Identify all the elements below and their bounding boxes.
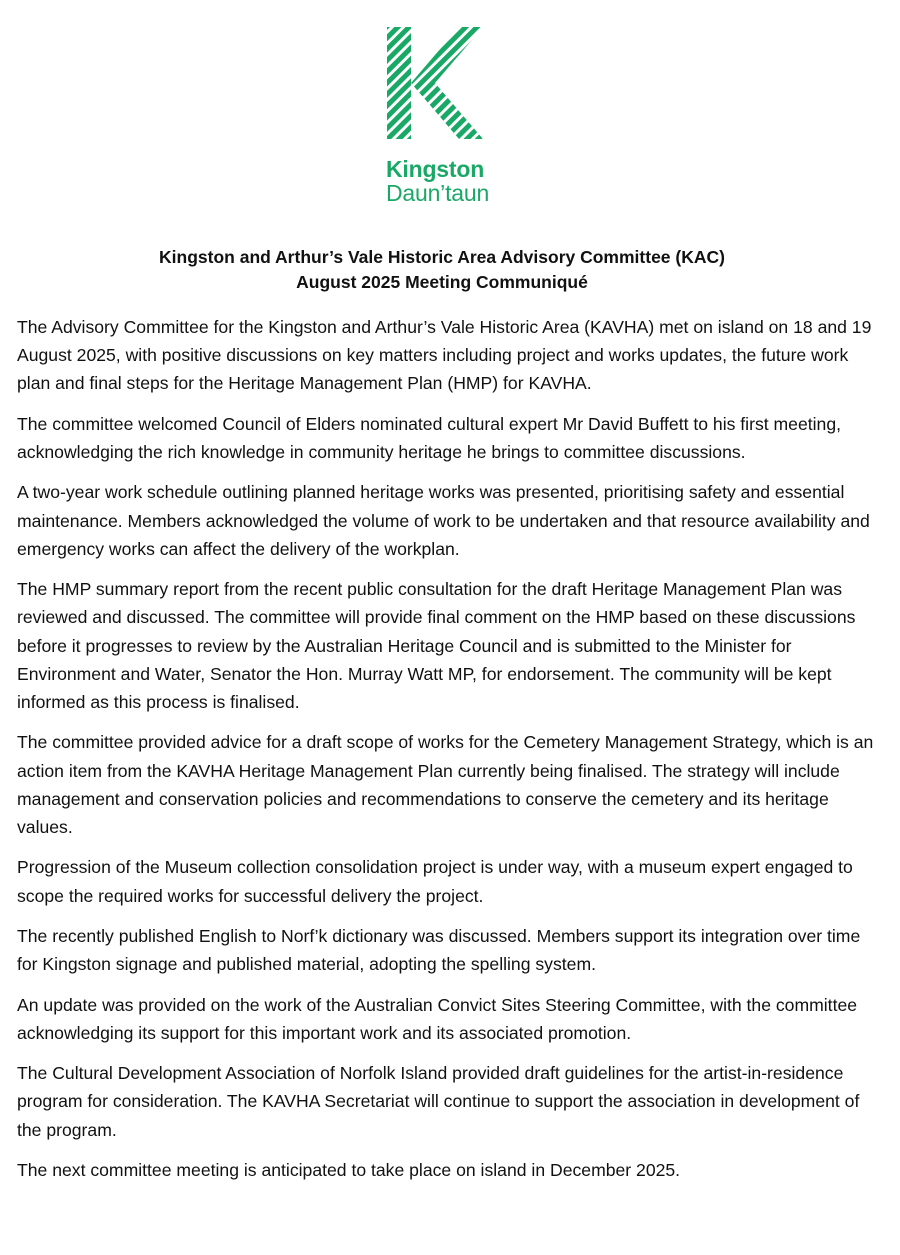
document-subtitle: August 2025 Meeting Communiqué [296, 272, 588, 292]
document-body [17, 313, 879, 1196]
body-paragraph: A two-year work schedule outlining planned heritage works was presented, prioritising safety and essential maintenance. Members acknowledged the volume of work to be undertaken and that resource availability and emergency works can affect the delivery of the workplan. [17, 482, 870, 559]
body-paragraph: The HMP summary report from the recent public consultation for the draft Heritage Management Plan was reviewed and discussed. The committee will provide final comment on the HMP based on these discussions before it progresses to review by the Australian Heritage Council and is submitted to the Minister for Environment and Water, Senator the Hon. Murray Watt MP, for endorsement. The community will be kept informed as this process is finalised. [17, 579, 856, 712]
logo-name-line1: Kingston [386, 156, 485, 182]
document-heading [0, 245, 884, 295]
body-paragraph: The next committee meeting is anticipated to take place on island in December 2025. [17, 1159, 681, 1180]
body-paragraph: The Advisory Committee for the Kingston and Arthur’s Vale Historic Area (KAVHA) met on island on 18 and 19 August 2025, with positive discussions on key matters including project and works updates, the future work plan and final steps for the Heritage Management Plan (HMP) for KAVHA. [17, 317, 872, 394]
kingston-k-mark-icon [385, 25, 485, 141]
body-paragraph: The recently published English to Norf’k dictionary was discussed. Members support its integration over time for Kingston signage and published material, adopting the spelling system. [17, 925, 861, 975]
body-paragraph: The committee welcomed Council of Elders nominated cultural expert Mr David Buffett to his first meeting, acknowledging the rich knowledge in community heritage he brings to committee discussions. [17, 413, 842, 462]
body-paragraph: An update was provided on the work of the Australian Convict Sites Steering Committee, with the committee acknowledging its support for this important work and its associated promotion. [17, 994, 858, 1043]
body-paragraph: The committee provided advice for a draft scope of works for the Cemetery Management Strategy, which is an action item from the KAVHA Heritage Management Plan currently being finalised. The strategy will include management and conservation policies and recommendations to conserve the cemetery and its heritage values. [17, 732, 874, 837]
kingston-logo [380, 22, 520, 212]
body-paragraph: The Cultural Development Association of Norfolk Island provided draft guidelines for the artist-in-residence program for consideration. The KAVHA Secretariat will continue to support the association in development of the program. [17, 1063, 860, 1140]
body-paragraph: Progression of the Museum collection consolidation project is under way, with a museum expert engaged to scope the required works for successful delivery the project. [17, 857, 853, 906]
document-title: Kingston and Arthur’s Vale Historic Area Advisory Committee (KAC) [159, 247, 725, 267]
logo-name-line2: Daun’taun [386, 180, 490, 206]
